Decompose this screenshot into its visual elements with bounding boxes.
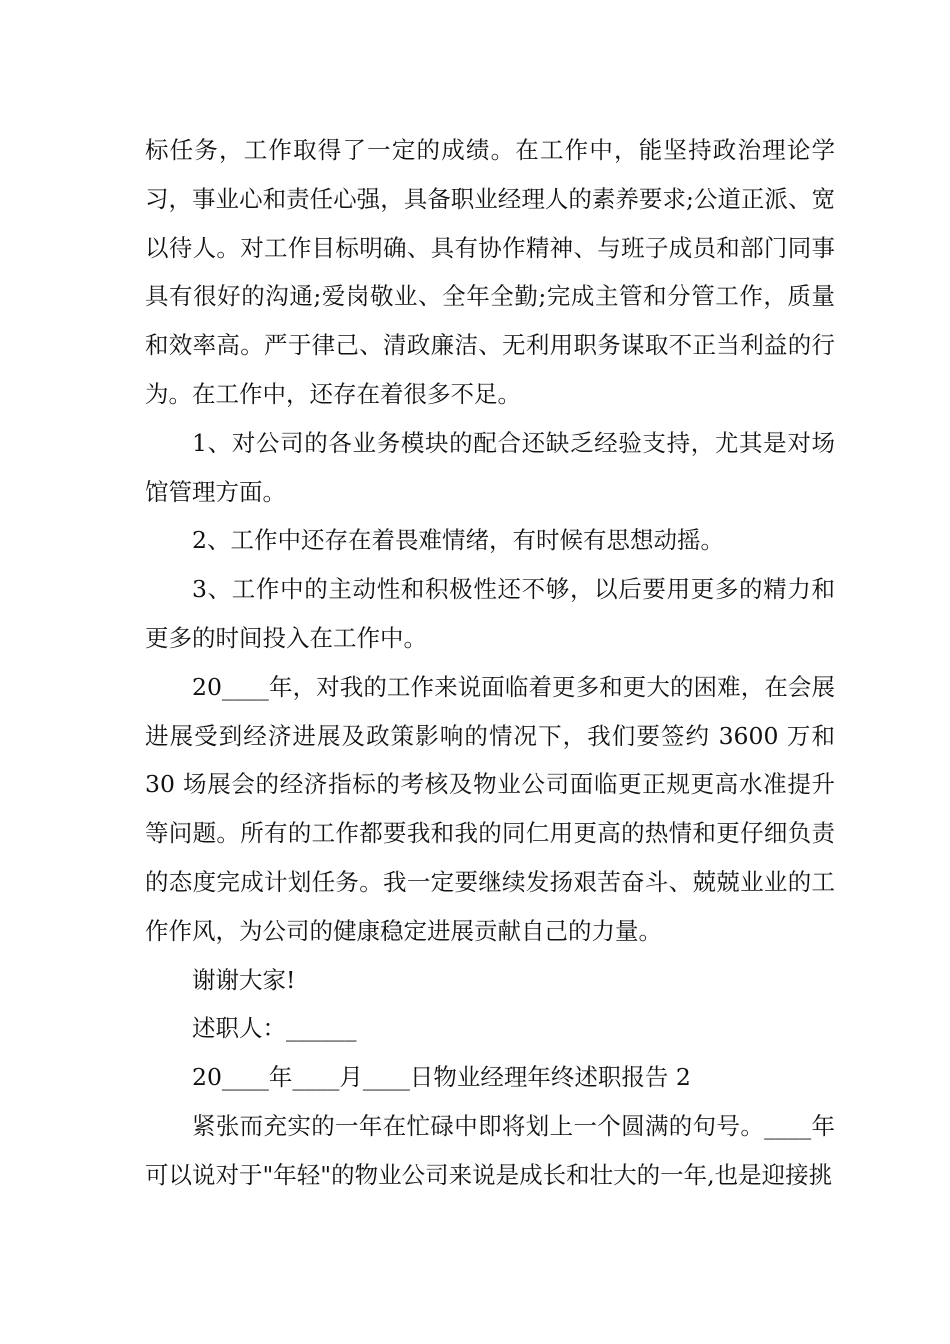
paragraph-date-and-report-title: 20____年____月____日物业经理年终述职报告 2 — [192, 1063, 691, 1092]
paragraph-thanks: 谢谢大家! — [192, 965, 296, 994]
paragraph-shortcoming-3: 3、工作中的主动性和积极性还不够，以后要用更多的精力和更多的时间投入在工作中。 — [145, 575, 835, 652]
paragraph-shortcoming-1: 1、对公司的各业务模块的配合还缺乏经验支持，尤其是对场馆管理方面。 — [145, 428, 835, 506]
paragraph-shortcoming-2: 2、工作中还存在着畏难情绪，有时候有思想动摇。 — [192, 526, 724, 555]
document-body — [145, 126, 835, 1200]
paragraph-reporter: 述职人：______ — [192, 1014, 357, 1043]
paragraph-summary: 标任务，工作取得了一定的成绩。在工作中，能坚持政治理论学习，事业心和责任心强，具备职业经理人的素养要求;公道正派、宽以待人。对工作目标明确、具有协作精神、与班子成员和部门同事具有很好的沟通;爱岗敬业、全年全勤;完成主管和分管工作，质量和效率高。严于律己、清政廉洁、无利用职务谋取不正当利益的行为。在工作中，还存在着很多不足。 — [145, 136, 835, 408]
paragraph-report-2-opening: 紧张而充实的一年在忙碌中即将划上一个圆满的句号。____年可以说对于"年轻"的物业公司来说是成长和壮大的一年,也是迎接挑 — [145, 1111, 835, 1189]
paragraph-next-year-plan: 20____年，对我的工作来说面临着更多和更大的困难，在会展进展受到经济进展及政策影响的情况下，我们要签约 3600 万和 30 场展会的经济指标的考核及物业公司面临更正规更高水准提升等问题。所有的工作都要我和我的同仁用更高的热情和更仔细负责的态度完成计划任务。我一定要继续发扬艰苦奋斗、兢兢业业的工作作风，为公司的健康稳定进展贡献自己的力量。 — [145, 672, 835, 945]
